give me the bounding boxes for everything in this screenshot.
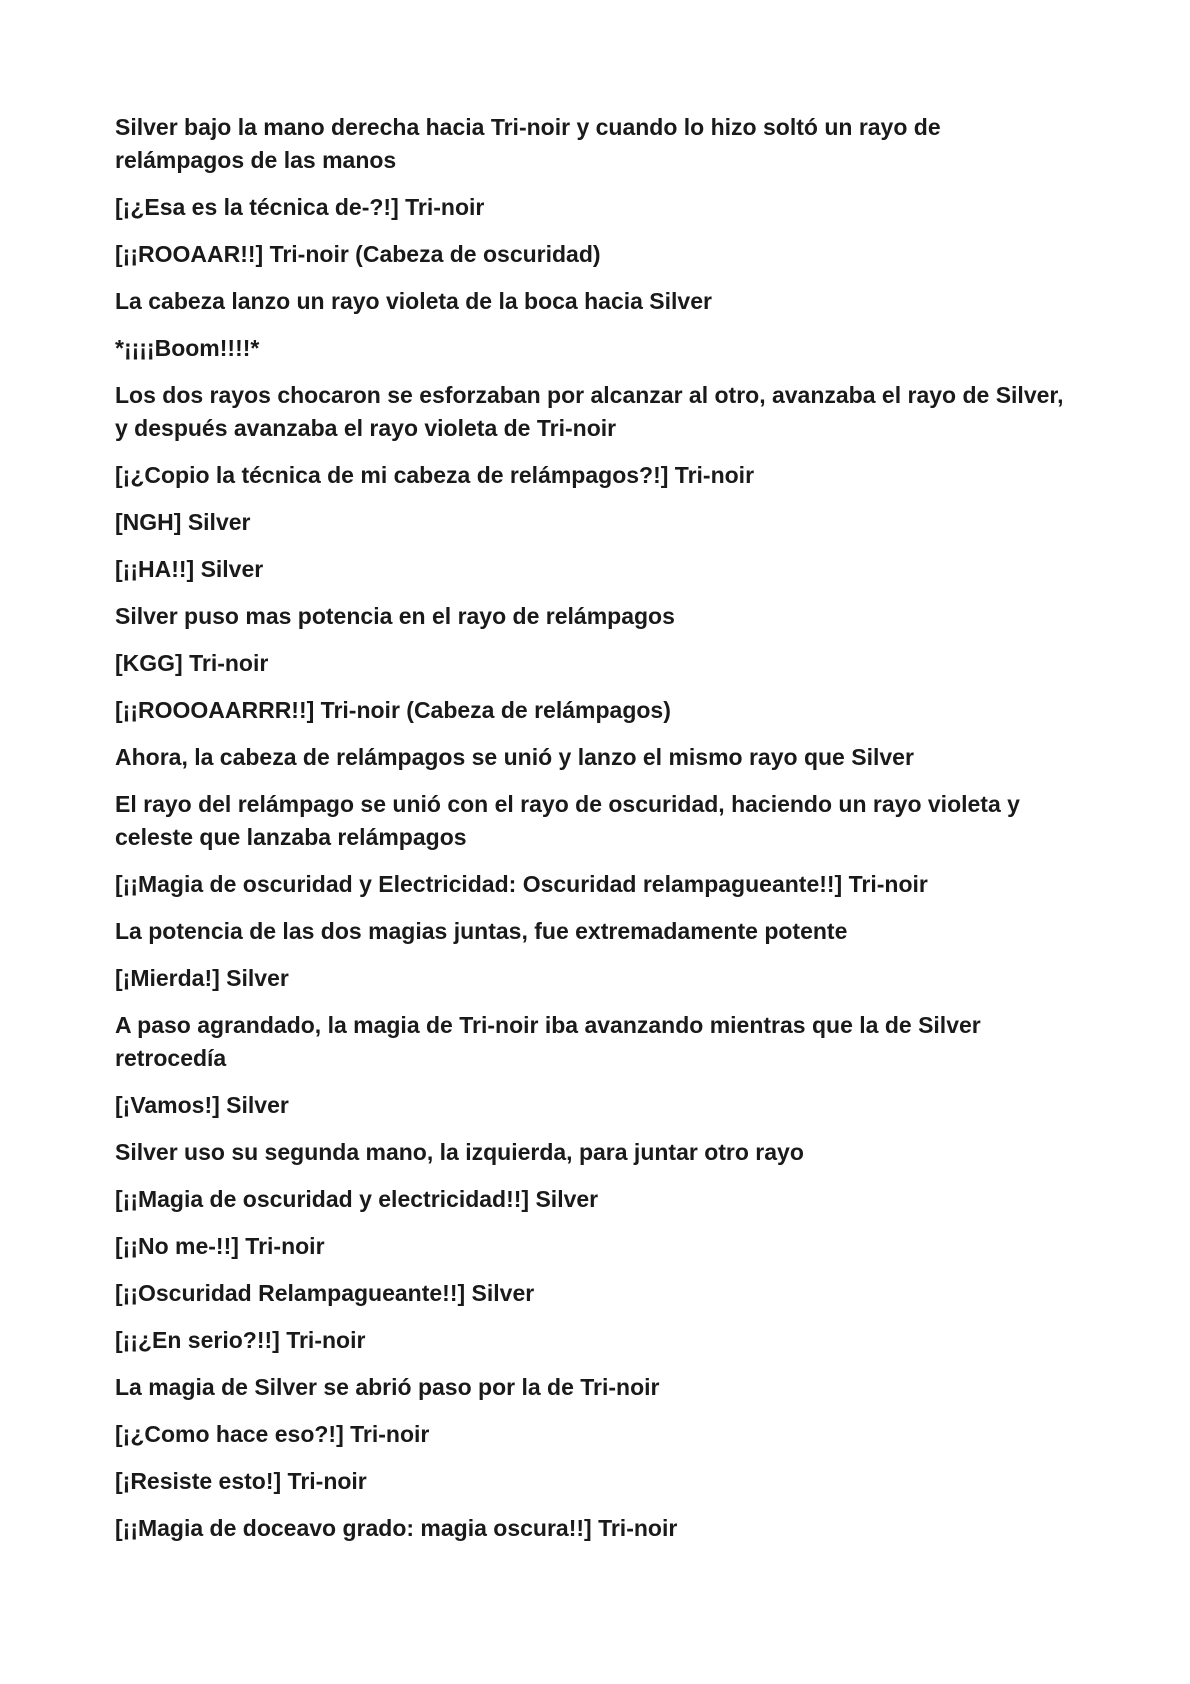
paragraph: Silver bajo la mano derecha hacia Tri-noir y cuando lo hizo soltó un rayo de relámpagos de las manos (115, 114, 941, 173)
paragraph: [¡¿Como hace eso?!] Tri-noir (115, 1421, 430, 1447)
paragraph: *¡¡¡¡Boom!!!!* (115, 335, 260, 361)
paragraph: [¡¡ROOOAARRR!!] Tri-noir (Cabeza de relámpagos) (115, 697, 671, 723)
paragraph: Silver uso su segunda mano, la izquierda, para juntar otro rayo (115, 1139, 804, 1165)
paragraph: La cabeza lanzo un rayo violeta de la boca hacia Silver (115, 288, 712, 314)
paragraph: [¡¿Copio la técnica de mi cabeza de relámpagos?!] Tri-noir (115, 462, 755, 488)
paragraph: [¡¿Esa es la técnica de-?!] Tri-noir (115, 194, 485, 220)
paragraph: [NGH] Silver (115, 509, 251, 535)
paragraph: Los dos rayos chocaron se esforzaban por alcanzar al otro, avanzaba el rayo de Silver, y después avanzaba el rayo violeta de Tri-noir (115, 382, 1064, 441)
paragraph: El rayo del relámpago se unió con el rayo de oscuridad, haciendo un rayo violeta y celeste que lanzaba relámpagos (115, 791, 1020, 850)
paragraph: [¡Resiste esto!] Tri-noir (115, 1468, 367, 1494)
paragraph: [¡¡ROOAAR!!] Tri-noir (Cabeza de oscuridad) (115, 241, 601, 267)
paragraph: [¡¡No me-!!] Tri-noir (115, 1233, 325, 1259)
paragraph: [KGG] Tri-noir (115, 650, 269, 676)
paragraph: Ahora, la cabeza de relámpagos se unió y lanzo el mismo rayo que Silver (115, 744, 914, 770)
paragraph: [¡¡HA!!] Silver (115, 556, 264, 582)
paragraph: La potencia de las dos magias juntas, fue extremadamente potente (115, 918, 848, 944)
paragraph: Silver puso mas potencia en el rayo de relámpagos (115, 603, 675, 629)
paragraph: [¡¡Oscuridad Relampagueante!!] Silver (115, 1280, 535, 1306)
paragraph: [¡¡Magia de oscuridad y electricidad!!] Silver (115, 1186, 599, 1212)
paragraph: [¡¡Magia de doceavo grado: magia oscura!!] Tri-noir (115, 1515, 678, 1541)
paragraph: [¡Vamos!] Silver (115, 1092, 289, 1118)
paragraph: [¡¡Magia de oscuridad y Electricidad: Oscuridad relampagueante!!] Tri-noir (115, 871, 928, 897)
paragraph: [¡¡¿En serio?!!] Tri-noir (115, 1327, 366, 1353)
paragraph: [¡Mierda!] Silver (115, 965, 289, 991)
paragraph: A paso agrandado, la magia de Tri-noir iba avanzando mientras que la de Silver retrocedía (115, 1012, 981, 1071)
paragraph: La magia de Silver se abrió paso por la de Tri-noir (115, 1374, 660, 1400)
